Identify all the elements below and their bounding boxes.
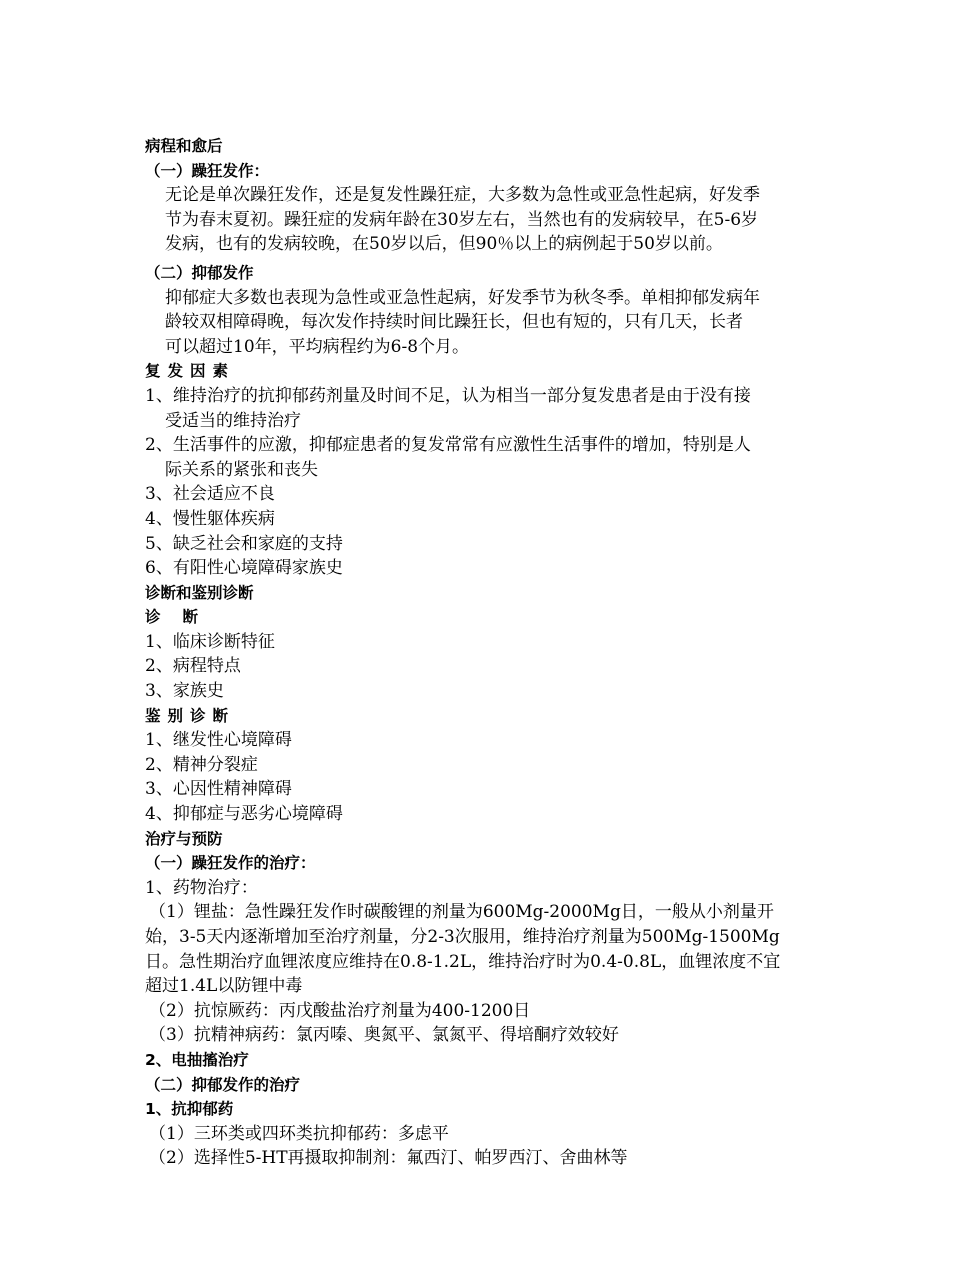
section-heading: （一）躁狂发作的治疗： <box>145 854 316 873</box>
text-line: 4、慢性躯体疾病 <box>145 508 275 529</box>
text-line: 始，3-5天内逐渐增加至治疗剂量，分2-3次服用，维持治疗剂量为500Mg-1500Mg <box>145 927 780 947</box>
text-line: 3、心因性精神障碍 <box>145 779 292 800</box>
section-heading: 2、电抽搐治疗 <box>145 1050 249 1069</box>
text-line: 2、病程特点 <box>145 656 241 677</box>
text-line: 抑郁症大多数也表现为急性或亚急性起病，好发季节为秋冬季。单相抑郁发病年 <box>165 287 760 308</box>
text-line: 1、临床诊断特征 <box>145 631 275 652</box>
text-line: 3、社会适应不良 <box>145 484 275 505</box>
text-line: 1、继发性心境障碍 <box>145 730 292 751</box>
text-line: 4、抑郁症与恶劣心境障碍 <box>145 804 343 825</box>
document-body <box>145 134 845 1171</box>
text-line: 3、家族史 <box>145 681 224 702</box>
section-heading: 诊断和鉴别诊断 <box>145 583 254 602</box>
text-line: 际关系的紧张和丧失 <box>165 459 318 480</box>
text-line: 无论是单次躁狂发作，还是复发性躁狂症，大多数为急性或亚急性起病，好发季 <box>165 185 760 206</box>
text-line: 发病，也有的发病较晚，在50岁以后，但90％以上的病例起于50岁以前。 <box>165 234 723 255</box>
text-line: （1）三环类或四环类抗抑郁药：多虑平 <box>149 1123 449 1144</box>
text-line: （1）锂盐：急性躁狂发作时碳酸锂的剂量为600Mg-2000Mg日，一般从小剂量开 <box>149 902 774 923</box>
section-heading: 1、抗抑郁药 <box>145 1100 234 1119</box>
text-line: 1、药物治疗： <box>145 877 258 898</box>
text-line: 5、缺乏社会和家庭的支持 <box>145 533 343 554</box>
section-heading: （二）抑郁发作的治疗 <box>145 1075 301 1094</box>
text-line: 1、维持治疗的抗抑郁药剂量及时间不足，认为相当一部分复发患者是由于没有接 <box>145 385 751 406</box>
text-line: 龄较双相障碍晚，每次发作持续时间比躁狂长，但也有短的，只有几天，长者 <box>165 312 743 333</box>
text-line: （2）选择性5-HT再摄取抑制剂：氟西汀、帕罗西汀、舍曲林等 <box>149 1148 628 1169</box>
text-line: 6、有阳性心境障碍家族史 <box>145 558 343 579</box>
text-line: 可以超过10年，平均病程约为6-8个月。 <box>165 336 470 357</box>
text-line: （3）抗精神病药：氯丙嗪、奥氮平、氯氮平、得培酮疗效较好 <box>149 1025 619 1046</box>
text-line: 受适当的维持治疗 <box>165 410 301 431</box>
text-line: 2、生活事件的应激，抑郁症患者的复发常常有应激性生活事件的增加，特别是人 <box>145 435 751 456</box>
section-heading: 鉴别诊断 <box>145 706 236 725</box>
text-line: 日。急性期治疗血锂浓度应维持在0.8-1.2L，维持治疗时为0.4-0.8L，血锂浓度不宜 <box>145 951 781 972</box>
section-heading: （二）抑郁发作 <box>145 263 254 282</box>
section-heading: 复发因素 <box>145 362 236 381</box>
text-line: 超过1.4L以防锂中毒 <box>145 976 303 997</box>
text-line: 节为春末夏初。躁狂症的发病年龄在30岁左右，当然也有的发病较早，在5-6岁 <box>165 209 759 230</box>
section-heading: 病程和愈后 <box>145 137 223 155</box>
section-heading: 诊断 <box>145 608 221 627</box>
section-heading: 治疗与预防 <box>145 829 223 848</box>
text-line: （2）抗惊厥药：丙戊酸盐治疗剂量为400-1200日 <box>149 1000 531 1021</box>
text-line: 2、精神分裂症 <box>145 754 258 775</box>
section-heading: （一）躁狂发作： <box>145 161 270 180</box>
